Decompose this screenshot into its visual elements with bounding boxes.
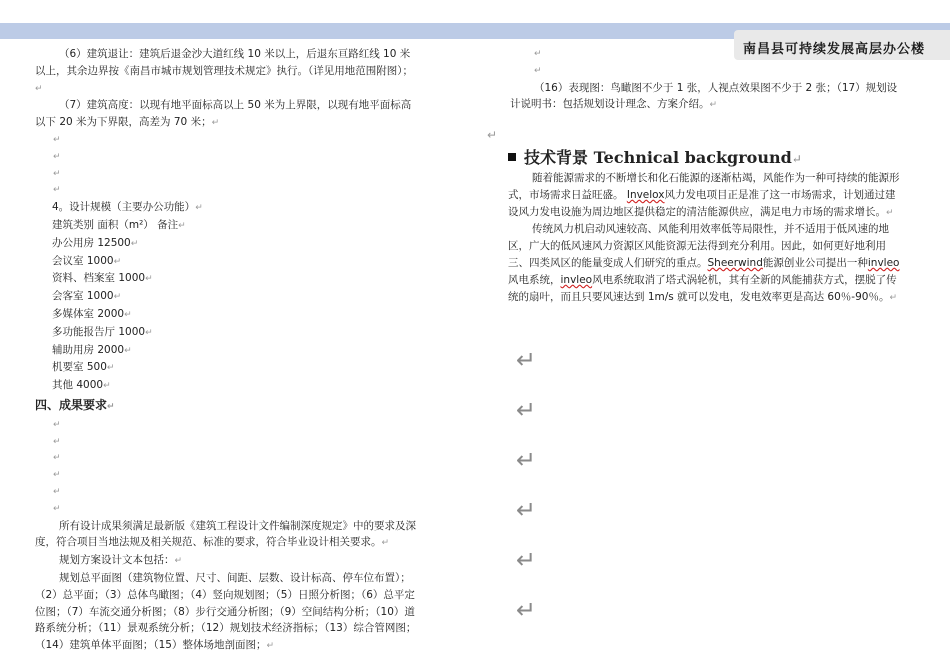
empty-paragraph-mark: ↵ (534, 49, 542, 59)
large-return-mark: ↵ (516, 546, 537, 574)
empty-paragraph-mark: ↵ (53, 436, 61, 447)
paragraph-background-2: 传统风力机启动风速较高、风能利用效率低等局限性，并不适用于低风速的地区，广大的低风速风力资源区风能资源无法得到充分利用。因此，如何更好地利用三、四类风区的能量变成人们研究的重点。Sheerwind能源创业公司提出一种invleo风电系统，invleo风电系统取消了塔式涡轮机，其有全新的风能捕获方式，摆脱了传统的扇叶，而且只要风速达到 1m/s 就可以发电，发电效率更是高达 60％-90％。↵ (508, 223, 900, 303)
paragraph-background-1: 随着能源需求的不断增长和化石能源的逐渐枯竭，风能作为一种可持续的能源形式，市场需求日益旺盛。 Invelox风力发电项目正是准了这一市场需求，计划通过建设风力发电设施为周边地区提供稳定的清洁能源供应，满足电力市场的需求增长。↵ (508, 172, 900, 218)
scale-item: 多功能报告厅 1000↵ (52, 325, 153, 338)
design-scale-header: 建筑类别 面积（m²） 备注↵ (52, 218, 186, 231)
large-return-mark: ↵ (516, 396, 537, 424)
paragraph-height: （7）建筑高度：以现有地平面标高以上 50 米为上界限，以现有地平面标高以下 20 米为下界限，高差为 70 米；↵ (35, 99, 412, 129)
scale-item: 会客室 1000↵ (52, 290, 122, 303)
large-return-mark: ↵ (516, 596, 537, 624)
scale-item: 机要室 500↵ (52, 361, 115, 374)
empty-paragraph-mark: ↵ (53, 486, 61, 497)
section-heading-technical-background: 技术背景 Technical background↵ (508, 147, 905, 170)
empty-paragraph-mark: ↵ (53, 470, 61, 481)
section-heading-results: 四、成果要求↵ (35, 397, 115, 412)
scale-item: 辅助用房 2000↵ (52, 343, 132, 356)
empty-paragraph-mark: ↵ (53, 419, 61, 430)
paragraph-drawing-list: 规划总平面图（建筑物位置、尺寸、间距、层数、设计标高、停车位布置）；（2）总平面；（3）总体鸟瞰图；（4）竖向规划图；（5）日照分析图；（6）总平定位图；（7）车流交通分析图；（8）步行交通分析图；（9）空间结构分析；（10）道路系统分析；（11）景观系统分析；（12）规划技术经济指标；（13）综合管网图；（14）建筑单体平面图；（15）整体场地剖面图；↵ (35, 571, 417, 652)
scale-item: 资料、档案室 1000↵ (52, 272, 153, 285)
bullet-square-icon (508, 153, 516, 161)
empty-paragraph-mark: ↵ (53, 151, 61, 162)
scale-item: 其他 4000↵ (52, 379, 111, 392)
empty-paragraph-mark: ↵ (53, 185, 61, 196)
scale-item: 办公用房 12500↵ (52, 236, 139, 249)
paragraph-requirements: 所有设计成果须满足最新版《建筑工程设计文件编制深度规定》中的要求及深度，符合项目当地法规及相关规范、标准的要求，符合毕业设计相关要求。↵ (35, 519, 416, 549)
large-return-mark: ↵ (516, 346, 537, 374)
left-column (35, 46, 420, 655)
paragraph-mark: ↵ (487, 128, 498, 142)
paragraph-renderings: （16）表现图：鸟瞰图不少于 1 张，人视点效果图不少于 2 张；（17）规划设计说明书：包括规划设计理念、方案介绍。↵ (510, 81, 898, 111)
right-column (510, 46, 905, 114)
empty-paragraph-mark: ↵ (53, 134, 61, 145)
empty-paragraph-mark: ↵ (53, 453, 61, 464)
technical-background-section (508, 147, 905, 306)
empty-paragraph-mark: ↵ (53, 168, 61, 179)
large-return-mark: ↵ (516, 446, 537, 474)
scale-item: 会议室 1000↵ (52, 254, 122, 267)
scale-item: 多媒体室 2000↵ (52, 307, 132, 320)
document-header-title: 南昌县可持续发展高层办公楼 (742, 42, 925, 57)
empty-paragraph-mark: ↵ (53, 503, 61, 514)
paragraph-setback: （6）建筑退让：建筑后退金沙大道红线 10 米以上，后退东亘路红线 10 米以上，其余边界按《南昌市城市规划管理技术规定》执行。（详见用地范围附图）；↵ (35, 48, 413, 94)
design-scale-title: 4。设计规模（主要办公功能）↵ (52, 201, 203, 214)
paragraph-text-contents: 规划方案设计文本包括：↵ (59, 554, 183, 567)
empty-paragraph-mark: ↵ (534, 65, 542, 76)
large-return-mark: ↵ (516, 496, 537, 524)
